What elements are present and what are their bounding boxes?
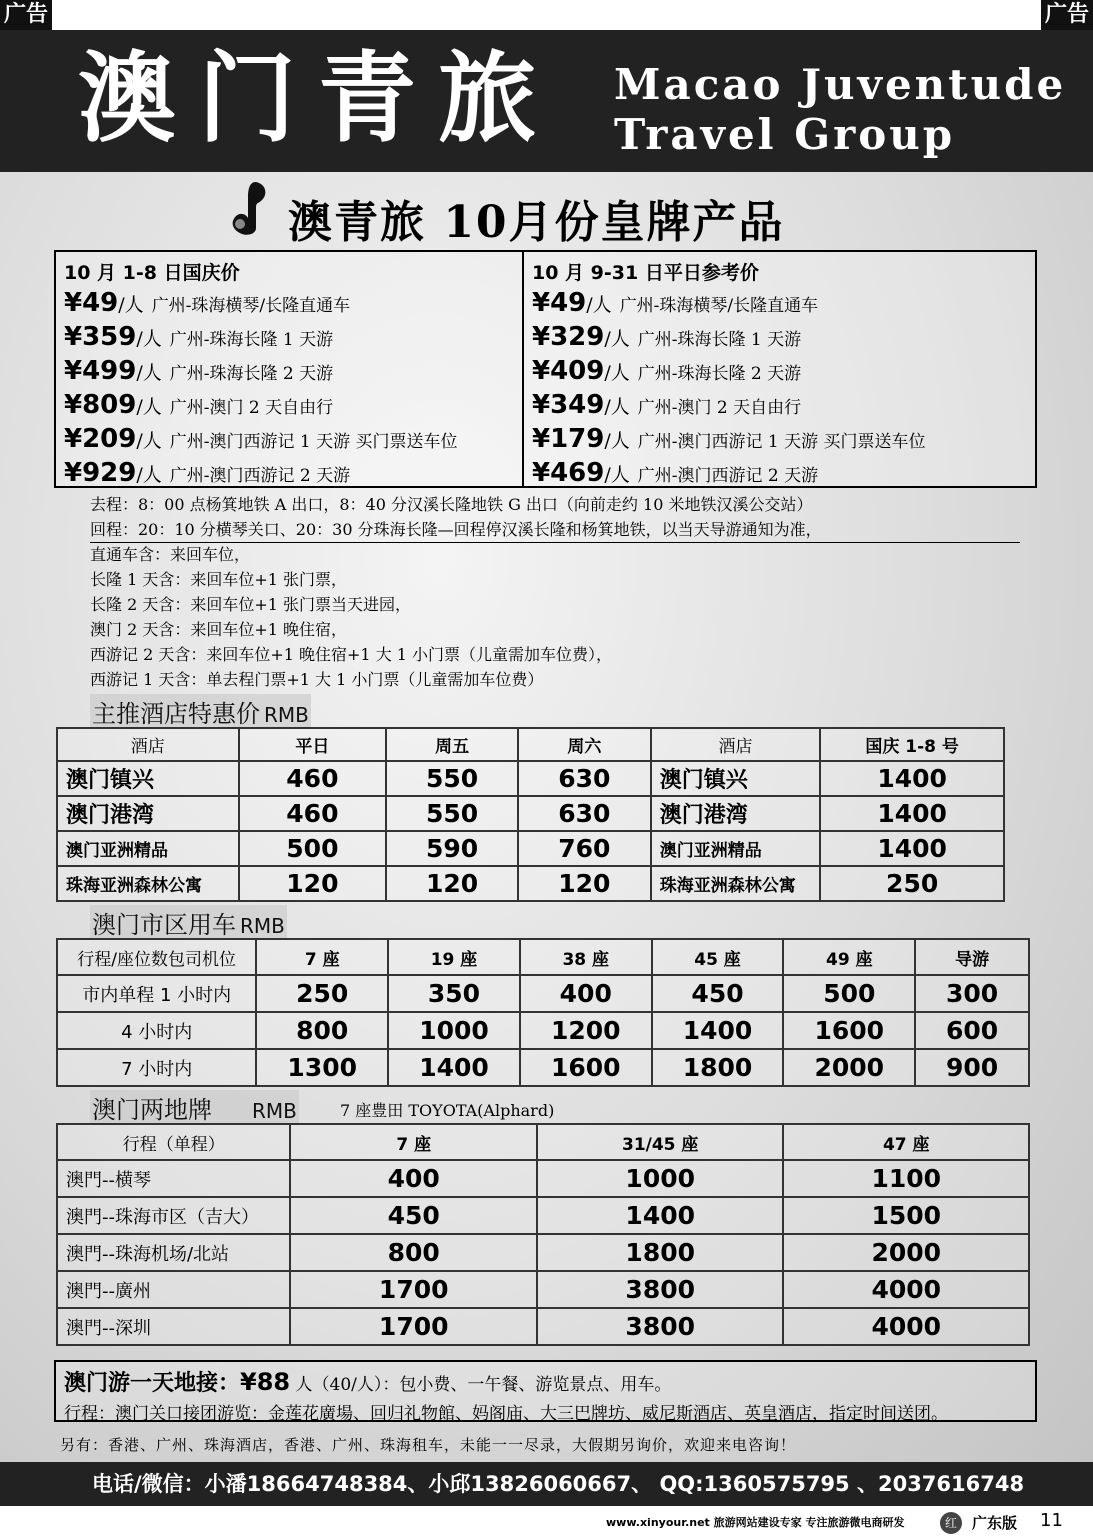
table-cell: 酒店 [651,728,821,761]
price-value: ¥809 [64,390,137,420]
price-desc: 广州-澳门 2 天自由行 [169,398,334,418]
table-cell: 1000 [537,1160,784,1197]
table-cell: 4000 [783,1271,1029,1308]
price-value: ¥349 [532,390,605,420]
table-cell: 澳門--珠海市区（吉大） [57,1197,290,1234]
price-desc: 广州-澳门西游记 2 天游 [169,466,351,486]
holiday-prices [64,258,458,492]
table-cell: 1300 [256,1049,388,1086]
price-unit: /人 [136,362,162,384]
table-cell: 600 [915,1012,1029,1049]
ad-tag-right: 广告 [1041,0,1093,30]
price-unit: /人 [604,328,630,350]
car-section-title: 澳门市区用车 RMB [90,905,287,940]
table-cell: 酒店 [57,728,239,761]
table-cell: 500 [239,831,387,866]
table-cell: 1700 [290,1308,537,1345]
price-unit: /人 [586,294,612,316]
price-value: ¥359 [64,322,137,352]
tour-notes [90,492,1020,692]
price-row [532,390,926,424]
note-line: 西游记 1 天含：单去程门票+1 大 1 小门票（儿童需加车位费） [90,670,544,689]
price-desc: 广州-珠海长隆 1 天游 [637,330,802,350]
price-row [64,322,458,356]
table-cell: 澳门镇兴 [651,761,821,796]
table-cell: 120 [239,866,387,901]
table-cell: 市内单程 1 小时内 [57,975,256,1012]
hotel-section-title: 主推酒店特惠价 RMB [90,694,311,729]
price-value: ¥49 [532,288,587,318]
table-cell: 1600 [783,1012,915,1049]
table-cell: 460 [239,761,387,796]
table-cell: 3800 [537,1271,784,1308]
price-row [532,322,926,356]
table-cell: 澳門--珠海机场/北站 [57,1234,290,1271]
table-cell: 澳门港湾 [651,796,821,831]
table-cell: 珠海亚洲森林公寓 [651,866,821,901]
price-value: ¥49 [64,288,119,318]
price-row [64,424,458,458]
brand-name-en-line2: Travel Group [614,110,956,159]
weekday-prices [532,258,926,492]
table-cell: 4 小时内 [57,1012,256,1049]
table-cell: 120 [386,866,518,901]
price-desc: 广州-珠海横琴/长隆直通车 [619,296,819,316]
price-value: ¥469 [532,458,605,488]
brand-name-cn: 澳门青旅 [78,41,559,156]
table-cell: 4000 [783,1308,1029,1345]
plate-vehicle-note: 7 座豊田 TOYOTA(Alphard) [340,1101,555,1120]
note-line: 澳门 2 天含：来回车位+1 晚住宿， [90,620,348,639]
table-row [57,1308,1029,1345]
price-desc: 广州-澳门西游记 1 天游 买门票送车位 [169,432,458,452]
table-cell: 1700 [290,1271,537,1308]
day-tour-box [54,1360,1037,1422]
table-cell: 630 [518,761,651,796]
table-cell: 1500 [783,1197,1029,1234]
table-cell: 1400 [820,761,1004,796]
price-desc: 广州-澳门 2 天自由行 [637,398,802,418]
price-row [532,424,926,458]
table-cell: 120 [518,866,651,901]
table-cell: 760 [518,831,651,866]
table-cell: 19 座 [388,939,520,975]
table-cell: 行程/座位数包司机位 [57,939,256,975]
table-cell: 800 [290,1234,537,1271]
plate-section-title: 澳门两地牌 RMB [90,1090,299,1125]
price-unit: /人 [604,362,630,384]
price-row [532,458,926,492]
table-cell: 1400 [388,1049,520,1086]
table-cell: 350 [388,975,520,1012]
price-unit: /人 [118,294,144,316]
table-row [57,761,1004,796]
note-line: 西游记 2 天含：来回车位+1 晚住宿+1 大 1 小门票（儿童需加车位费）， [90,645,613,664]
price-desc: 广州-珠海长隆 2 天游 [169,364,334,384]
table-cell: 1800 [652,1049,784,1086]
table-cell: 澳门镇兴 [57,761,239,796]
table-cell: 7 座 [256,939,388,975]
note-line: 长隆 1 天含：来回车位+1 张门票， [90,570,348,589]
brand-name-en-line1: Macao Juventude [614,60,1067,109]
price-value: ¥329 [532,322,605,352]
footer [0,1506,1093,1538]
table-cell: 38 座 [520,939,652,975]
table-cell: 澳门亚洲精品 [57,831,239,866]
day-tour-line: 澳门游一天地接：¥88 人（40/人）：包小费、一午餐、游览景点、用车。 [64,1368,672,1396]
table-row [57,1012,1029,1049]
price-value: ¥179 [532,424,605,454]
car-table [56,938,1030,1087]
table-cell: 250 [256,975,388,1012]
table-cell: 250 [820,866,1004,901]
price-unit: /人 [604,430,630,452]
table-cell: 400 [520,975,652,1012]
table-cell: 1400 [537,1197,784,1234]
table-row [57,1160,1029,1197]
table-cell: 2000 [783,1049,915,1086]
table-cell: 珠海亚洲森林公寓 [57,866,239,901]
table-header-row [57,1124,1029,1160]
table-cell: 900 [915,1049,1029,1086]
table-cell: 550 [386,761,518,796]
table-cell: 1400 [652,1012,784,1049]
table-cell: 周五 [386,728,518,761]
table-cell: 47 座 [783,1124,1029,1160]
contact-bar: 电话/微信：小潘18664748384、小邱13826060667、 QQ:1360575795 、2037616748 [0,1462,1093,1506]
table-cell: 1200 [520,1012,652,1049]
table-cell: 周六 [518,728,651,761]
table-cell: 49 座 [783,939,915,975]
price-desc: 广州-澳门西游记 2 天游 [637,466,819,486]
price-value: ¥499 [64,356,137,386]
table-cell: 590 [386,831,518,866]
table-cell: 550 [386,796,518,831]
table-cell: 800 [256,1012,388,1049]
price-value: ¥209 [64,424,137,454]
note-line: 直通车含：来回车位， [90,545,251,564]
table-cell: 1400 [820,831,1004,866]
table-row [57,1234,1029,1271]
table-row [57,1197,1029,1234]
table-cell: 45 座 [652,939,784,975]
brand-logo-icon [226,178,270,238]
table-cell: 500 [783,975,915,1012]
publisher-badge-icon: 红 [940,1512,962,1534]
price-desc: 广州-澳门西游记 1 天游 买门票送车位 [637,432,926,452]
table-cell: 1400 [820,796,1004,831]
table-cell: 460 [239,796,387,831]
price-unit: /人 [136,396,162,418]
footer-site: www.xinyour.net 旅游网站建设专家 专注旅游微电商研发 [606,1516,905,1529]
table-row [57,1271,1029,1308]
note-line: 回程：20：10 分横琴关口、20：30 分珠海长隆—回程停汉溪长隆和杨箕地铁，以当天导游通知为准， [90,517,1020,542]
price-box [54,250,1037,488]
price-desc: 广州-珠海横琴/长隆直通车 [151,296,351,316]
table-cell: 澳門--廣州 [57,1271,290,1308]
ad-tag-left: 广告 [0,0,52,30]
table-cell: 7 小时内 [57,1049,256,1086]
table-cell: 450 [290,1197,537,1234]
plate-table [56,1123,1030,1346]
price-unit: /人 [136,464,162,486]
price-unit: /人 [604,464,630,486]
note-line: 去程：8：00 点杨箕地铁 A 出口，8：40 分汉溪长隆地铁 G 出口（向前走约 10 米地铁汉溪公交站） [90,495,813,514]
table-cell: 400 [290,1160,537,1197]
table-cell: 3800 [537,1308,784,1345]
price-value: ¥929 [64,458,137,488]
hotel-table [56,727,1005,902]
additional-services: 另有：香港、广州、珠海酒店，香港、广州、珠海租车，未能一一尽录，大假期另询价，欢迎来电咨询！ [60,1436,797,1454]
table-header-row [57,728,1004,761]
price-divider [522,252,524,486]
table-cell: 450 [652,975,784,1012]
table-cell: 行程（单程） [57,1124,290,1160]
table-row [57,796,1004,831]
table-cell: 1600 [520,1049,652,1086]
table-cell: 澳門--深圳 [57,1308,290,1345]
price-value: ¥409 [532,356,605,386]
table-cell: 1000 [388,1012,520,1049]
price-row [64,288,458,322]
weekday-heading: 10 月 9-31 日平日参考价 [532,262,759,284]
page-number: 11 [1040,1510,1063,1531]
table-cell: 1800 [537,1234,784,1271]
footer-edition: 广东版 [972,1514,1018,1532]
table-row [57,975,1029,1012]
table-cell: 澳门亚洲精品 [651,831,821,866]
price-desc: 广州-珠海长隆 2 天游 [637,364,802,384]
table-cell: 国庆 1-8 号 [820,728,1004,761]
holiday-heading: 10 月 1-8 日国庆价 [64,262,240,284]
table-cell: 平日 [239,728,387,761]
price-desc: 广州-珠海长隆 1 天游 [169,330,334,350]
table-cell: 1100 [783,1160,1029,1197]
table-row [57,1049,1029,1086]
page-title: 澳青旅 10月份皇牌产品 [288,197,785,248]
note-line: 长隆 2 天含：来回车位+1 张门票当天进园， [90,595,412,614]
table-cell: 7 座 [290,1124,537,1160]
table-cell: 澳门港湾 [57,796,239,831]
table-cell: 2000 [783,1234,1029,1271]
table-cell: 导游 [915,939,1029,975]
price-row [532,288,926,322]
price-row [532,356,926,390]
price-row [64,458,458,492]
table-header-row [57,939,1029,975]
price-unit: /人 [136,328,162,350]
table-cell: 300 [915,975,1029,1012]
table-row [57,831,1004,866]
price-unit: /人 [604,396,630,418]
price-row [64,390,458,424]
day-tour-itinerary: 行程：澳门关口接团游览：金莲花廣場、回归礼物館、妈阁庙、大三巴牌坊、威尼斯酒店、英皇酒店，指定时间送团。 [64,1404,948,1424]
table-row [57,866,1004,901]
price-unit: /人 [136,430,162,452]
price-row [64,356,458,390]
table-cell: 澳門--横琴 [57,1160,290,1197]
table-cell: 630 [518,796,651,831]
table-cell: 31/45 座 [537,1124,784,1160]
header-banner [0,30,1093,172]
